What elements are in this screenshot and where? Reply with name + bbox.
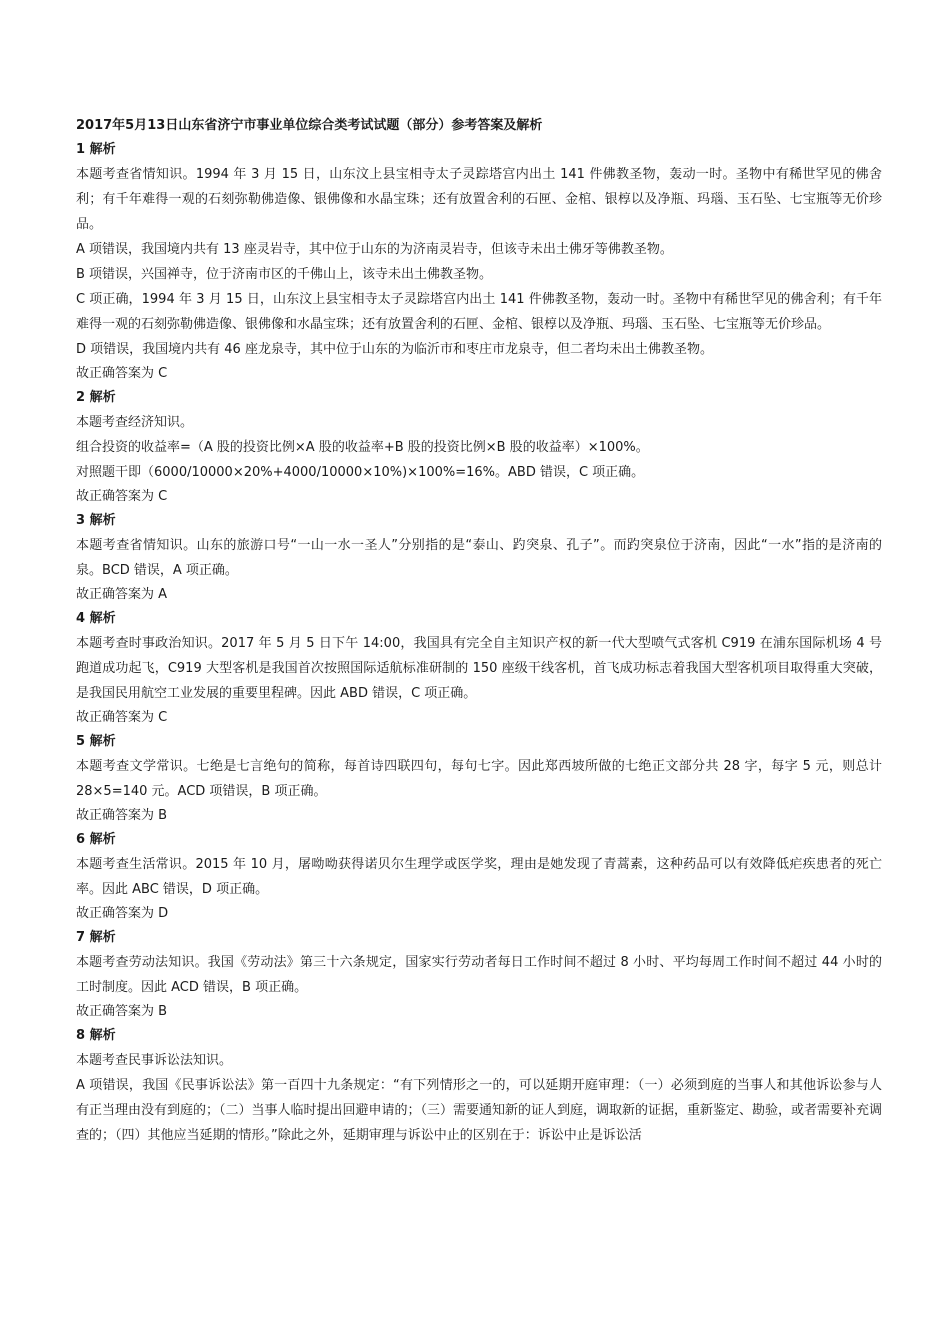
question-8-heading: 8 解析 [76,1028,116,1043]
question-2-answer: 故正确答案为 C [76,489,168,504]
question-1-section [76,138,882,386]
question-7-section [76,926,882,1024]
question-5-answer: 故正确答案为 B [76,808,168,823]
question-4-answer: 故正确答案为 C [76,710,168,725]
paragraph: 本题考查时事政治知识。2017 年 5 月 5 日下午 14:00，我国具有完全自主知识产权的新一代大型喷气式客机 C919 在浦东国际机场 4 号跑道成功起飞，C919 大型客机是我国首次按照国际适航标准研制的 150 座级干线客机，首飞成功标志着我国大型客机项目取得重大突破，是我国民用航空工业发展的重要里程碑。因此 ABD 错误，C 项正确。 [76,636,882,701]
question-2-section [76,386,882,509]
question-1-answer: 故正确答案为 C [76,366,168,381]
paragraph: C 项正确，1994 年 3 月 15 日，山东汶上县宝相寺太子灵踪塔宫内出土 141 件佛教圣物，轰动一时。圣物中有稀世罕见的佛舍利；有千年难得一观的石刻弥勒佛造像、银佛像和水晶宝珠；还有放置舍利的石匣、金棺、银椁以及净瓶、玛瑙、玉石坠、七宝瓶等无价珍品。 [76,292,882,332]
paragraph: A 项错误，我国境内共有 13 座灵岩寺，其中位于山东的为济南灵岩寺，但该寺未出土佛牙等佛教圣物。 [76,242,673,257]
paragraph: 对照题干即（6000/10000×20%+4000/10000×10%)×100%=16%。ABD 错误，C 项正确。 [76,465,645,480]
question-3-section [76,509,882,607]
document-page [76,114,882,1148]
question-4-heading: 4 解析 [76,611,116,626]
question-3-answer: 故正确答案为 A [76,587,168,602]
paragraph: 本题考查文学常识。七绝是七言绝句的简称，每首诗四联四句，每句七字。因此郑西坡所做的七绝正文部分共 28 字，每字 5 元，则总计 28×5=140 元。ACD 项错误，B 项正确。 [76,759,882,799]
paragraph: 本题考查经济知识。 [76,415,194,430]
question-7-heading: 7 解析 [76,930,116,945]
paragraph: 本题考查省情知识。山东的旅游口号“一山一水一圣人”分别指的是“泰山、趵突泉、孔子”。而趵突泉位于济南，因此“一水”指的是济南的泉。BCD 错误，A 项正确。 [76,538,882,578]
question-4-section [76,607,882,730]
question-7-answer: 故正确答案为 B [76,1004,168,1019]
paragraph: B 项错误，兴国禅寺，位于济南市区的千佛山上，该寺未出土佛教圣物。 [76,267,493,282]
paragraph: 本题考查民事诉讼法知识。 [76,1053,233,1068]
paragraph: A 项错误，我国《民事诉讼法》第一百四十九条规定：“有下列情形之一的，可以延期开庭审理：（一）必须到庭的当事人和其他诉讼参与人有正当理由没有到庭的；（二）当事人临时提出回避申请的；（三）需要通知新的证人到庭，调取新的证据，重新鉴定、勘验，或者需要补充调查的；（四）其他应当延期的情形。”除此之外，延期审理与诉讼中止的区别在于：诉讼中止是诉讼活 [76,1078,883,1143]
paragraph: 本题考查劳动法知识。我国《劳动法》第三十六条规定，国家实行劳动者每日工作时间不超过 8 小时、平均每周工作时间不超过 44 小时的工时制度。因此 ACD 错误，B 项正确。 [76,955,882,995]
question-1-heading: 1 解析 [76,142,116,157]
paragraph: 本题考查省情知识。1994 年 3 月 15 日，山东汶上县宝相寺太子灵踪塔宫内出土 141 件佛教圣物，轰动一时。圣物中有稀世罕见的佛舍利；有千年难得一观的石刻弥勒佛造像、银佛像和水晶宝珠；还有放置舍利的石匣、金棺、银椁以及净瓶、玛瑙、玉石坠、七宝瓶等无价珍品。 [76,167,882,232]
question-6-answer: 故正确答案为 D [76,906,169,921]
question-6-heading: 6 解析 [76,832,116,847]
question-5-section [76,730,882,828]
paragraph: 本题考查生活常识。2015 年 10 月，屠呦呦获得诺贝尔生理学或医学奖，理由是她发现了青蒿素，这种药品可以有效降低疟疾患者的死亡率。因此 ABC 错误，D 项正确。 [76,857,882,897]
document-title: 2017年5月13日山东省济宁市事业单位综合类考试试题（部分）参考答案及解析 [76,118,543,133]
question-8-section [76,1024,882,1148]
question-3-heading: 3 解析 [76,513,116,528]
question-5-heading: 5 解析 [76,734,116,749]
paragraph: 组合投资的收益率=（A 股的投资比例×A 股的收益率+B 股的投资比例×B 股的收益率）×100%。 [76,440,649,455]
paragraph: D 项错误，我国境内共有 46 座龙泉寺，其中位于山东的为临沂市和枣庄市龙泉寺，但二者均未出土佛教圣物。 [76,342,713,357]
question-2-heading: 2 解析 [76,390,116,405]
question-6-section [76,828,882,926]
